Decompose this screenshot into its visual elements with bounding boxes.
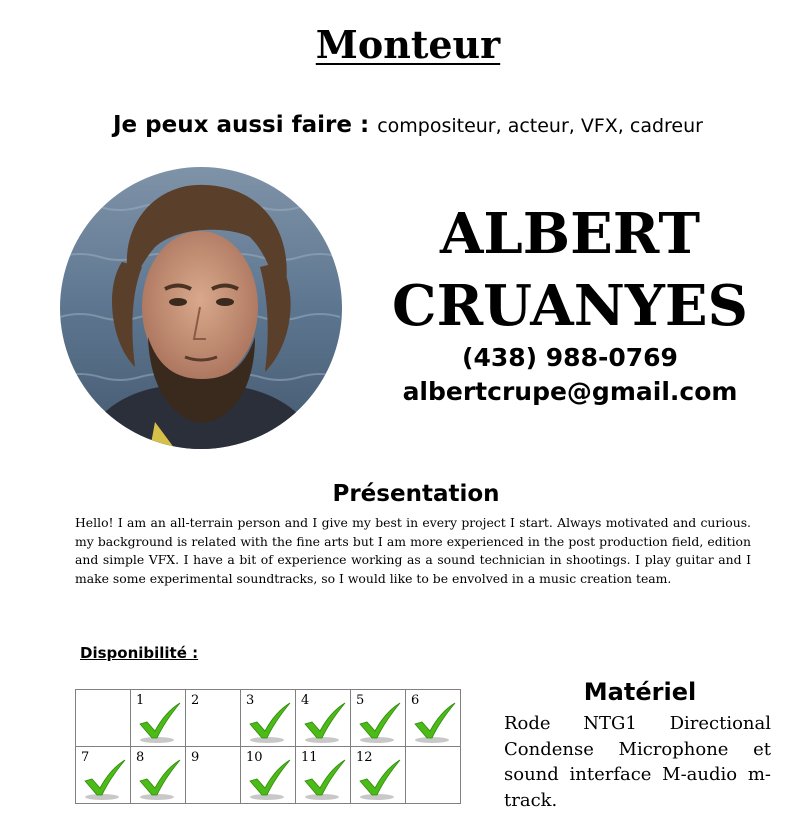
availability-cell [296, 747, 351, 804]
day-number: 8 [136, 750, 145, 765]
day-number: 5 [356, 693, 365, 708]
day-number: 7 [81, 750, 90, 765]
checkmark-icon [411, 700, 457, 744]
availability-label: Disponibilité : [80, 644, 199, 662]
availability-row [76, 747, 461, 804]
day-number: 6 [411, 693, 420, 708]
presentation-heading: Présentation [332, 481, 500, 507]
day-number: 1 [136, 693, 145, 708]
availability-cell [241, 690, 296, 747]
also-can-do-value: compositeur, acteur, VFX, cadreur [377, 115, 703, 137]
availability-cell [186, 747, 241, 804]
presentation-text: Hello! I am an all-terrain person and I give my best in every project I start. Always motivated and curious. my background is related with the fine arts but I am more experienced in the post production field, edition and simple VFX. I have a bit of experience working as a sound technician in shootings. I play guitar and I make some experimental soundtracks, so I would like to be envolved in a music creation team. [75, 515, 751, 587]
day-number: 3 [246, 693, 255, 708]
first-name: ALBERT [439, 201, 701, 267]
day-number: 10 [246, 750, 263, 765]
day-number: 2 [191, 693, 200, 708]
availability-cell [241, 747, 296, 804]
availability-cell [186, 690, 241, 747]
phone-number: (438) 988-0769 [462, 343, 678, 372]
checkmark-icon [301, 700, 347, 744]
day-number: 12 [356, 750, 373, 765]
materiel-text: Rode NTG1 Directional Condense Microphone et sound interface M-audio m-track. [504, 713, 771, 811]
also-can-do [0, 112, 800, 138]
availability-cell [76, 690, 131, 747]
availability-cell [351, 747, 406, 804]
availability-cell [76, 747, 131, 804]
last-name: CRUANYES [392, 273, 748, 339]
checkmark-icon [246, 700, 292, 744]
checkmark-icon [356, 757, 402, 801]
availability-table [75, 689, 461, 804]
availability-cell [131, 690, 186, 747]
day-number: 9 [191, 750, 200, 765]
availability-cell [351, 690, 406, 747]
profile-photo-illustration [60, 167, 342, 449]
checkmark-icon [136, 700, 182, 744]
profile-photo [60, 167, 342, 449]
checkmark-icon [81, 757, 127, 801]
checkmark-icon [301, 757, 347, 801]
availability-cell [406, 690, 461, 747]
checkmark-icon [356, 700, 402, 744]
day-number: 4 [301, 693, 310, 708]
checkmark-icon [246, 757, 292, 801]
materiel-heading: Matériel [583, 678, 697, 706]
email-address: albertcrupe@gmail.com [402, 377, 738, 406]
day-number: 11 [301, 750, 318, 765]
availability-cell [131, 747, 186, 804]
availability-cell [406, 747, 461, 804]
availability-cell [296, 690, 351, 747]
page-title: Monteur [315, 22, 501, 67]
availability-row [76, 690, 461, 747]
checkmark-icon [136, 757, 182, 801]
also-can-do-label: Je peux aussi faire : [113, 112, 378, 138]
